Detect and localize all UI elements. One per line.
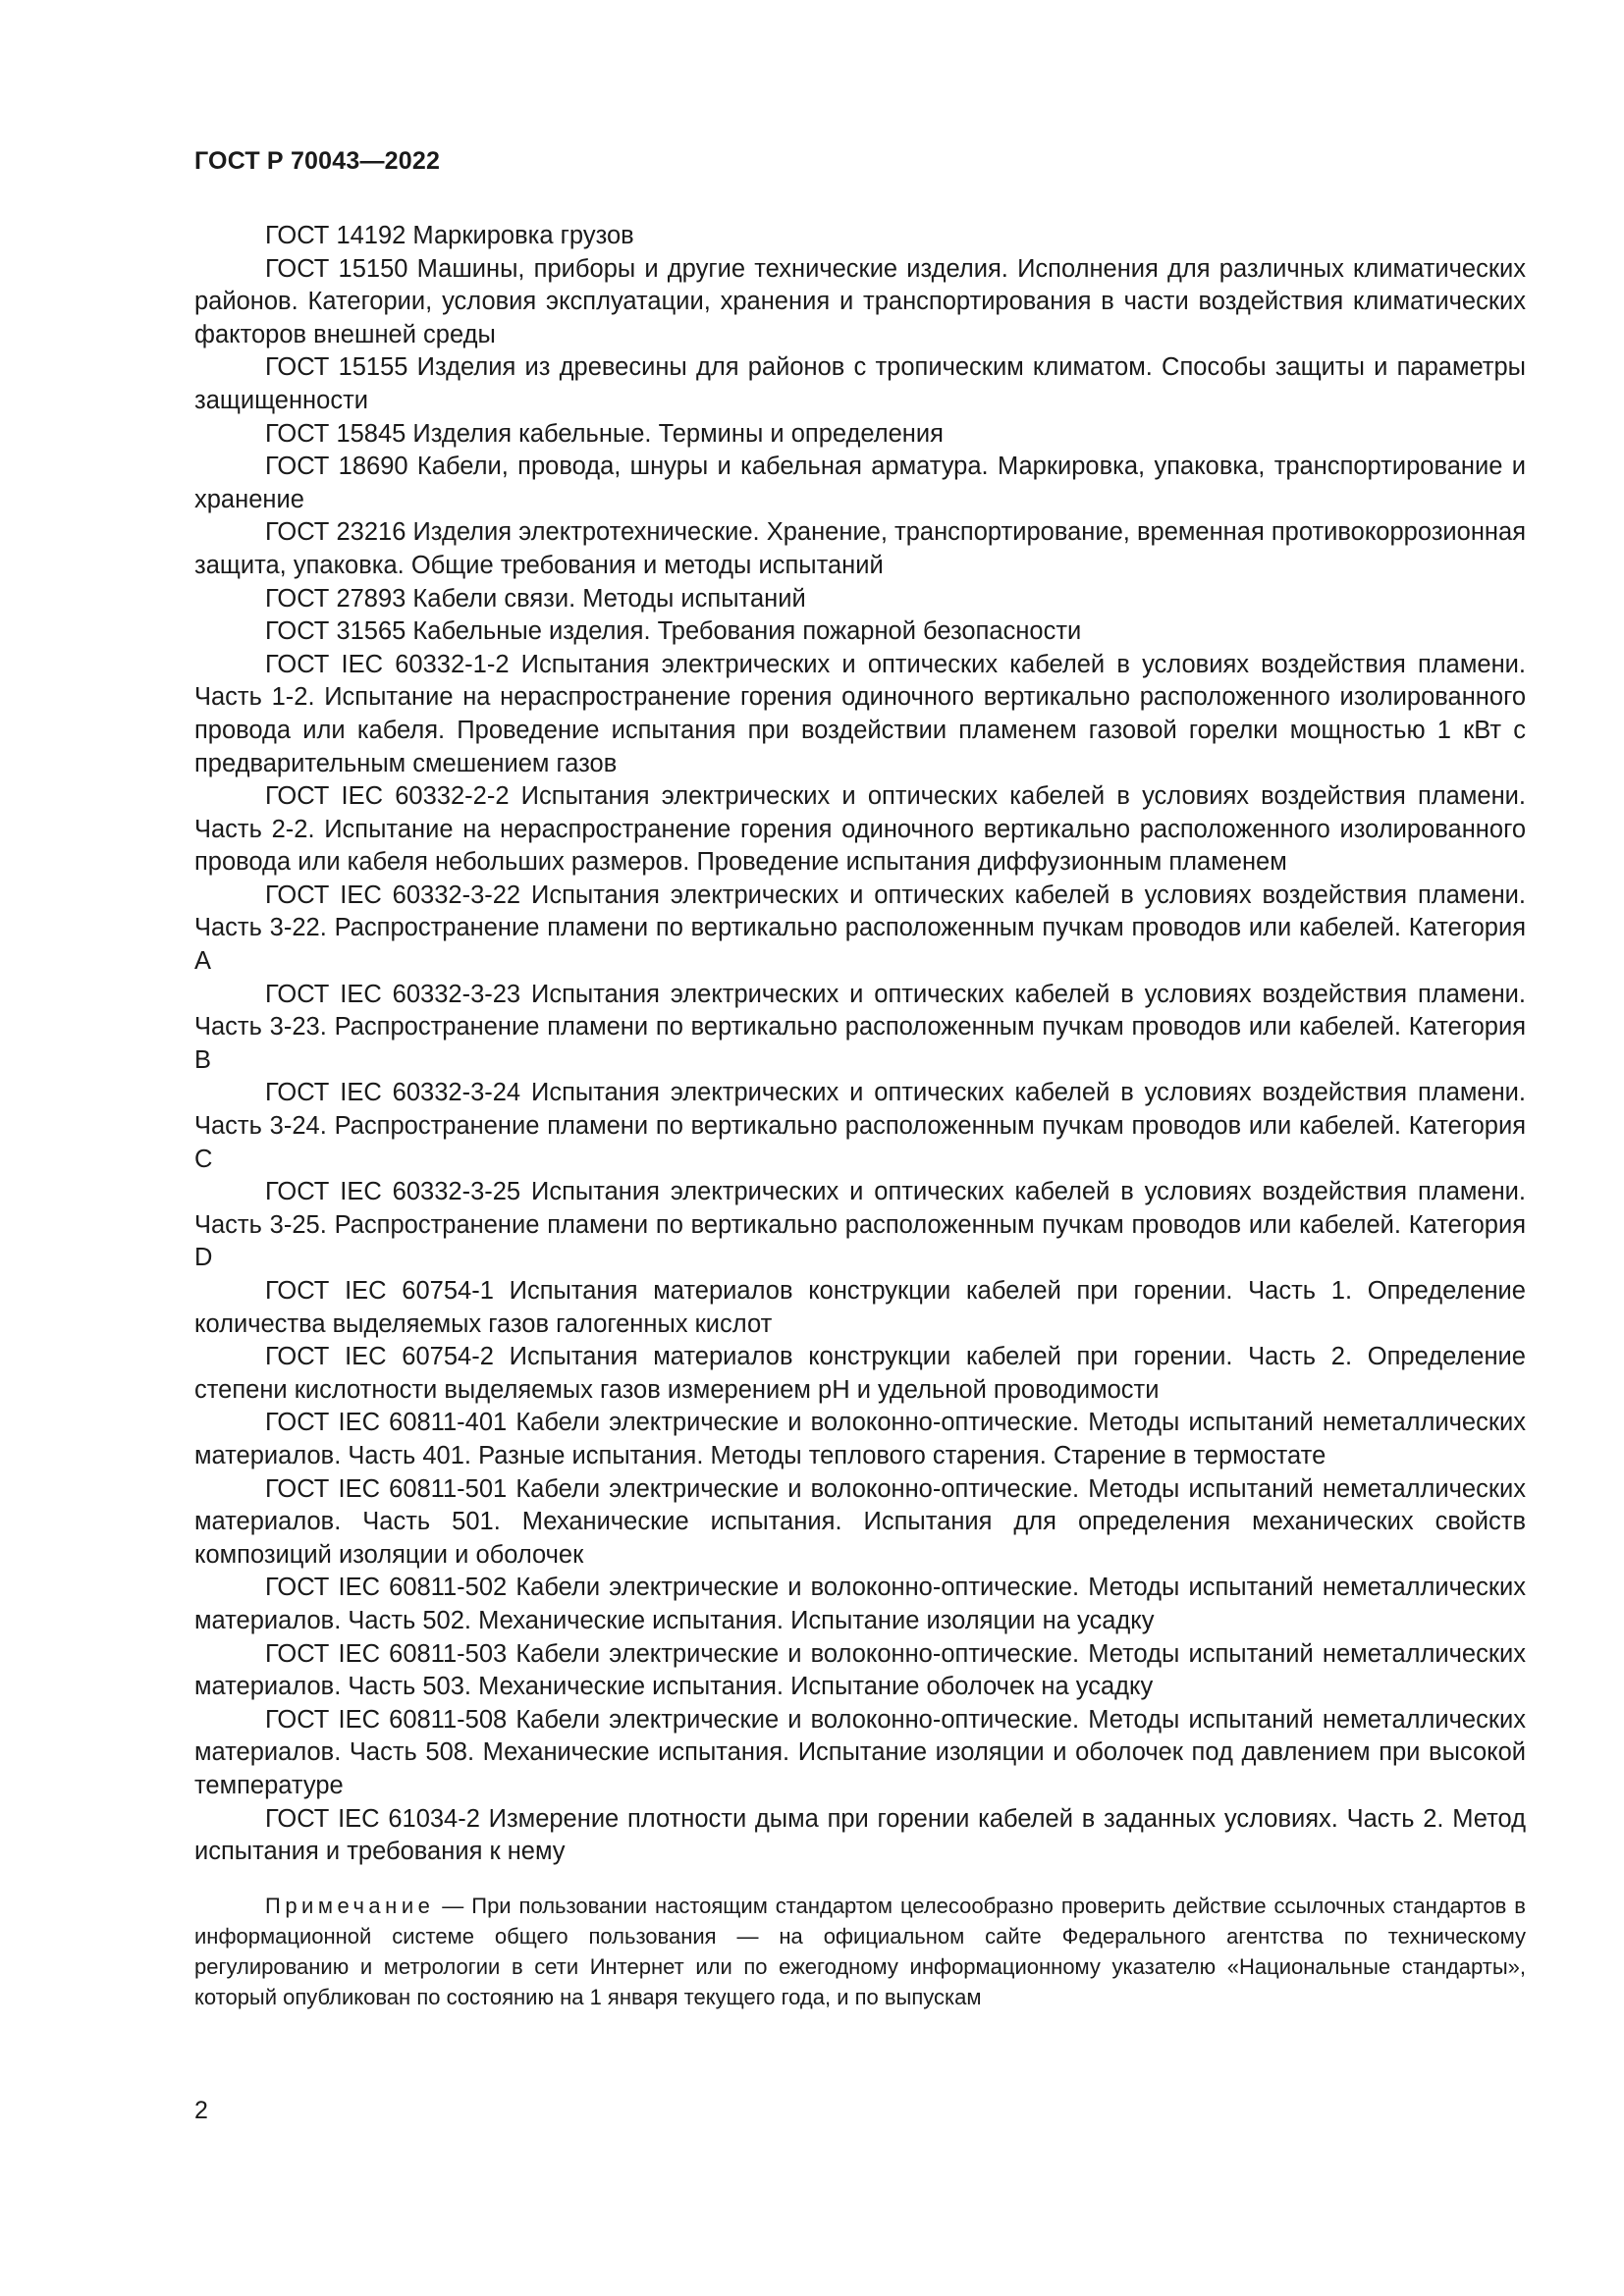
reference-item: ГОСТ IEC 60811-501 Кабели электрические и волоконно-оптические. Методы испытаний неметаллических материалов. Часть 501. Механические испытания. Испытания для определения механических свойств композиций изоляции и оболочек xyxy=(194,1474,1526,1569)
reference-item: ГОСТ IEC 61034-2 Измерение плотности дыма при горении кабелей в заданных условиях. Часть 2. Метод испытания и требования к нему xyxy=(194,1804,1526,1866)
reference-item: ГОСТ 14192 Маркировка грузов xyxy=(265,222,634,249)
note-text: — При пользовании настоящим стандартом целесообразно проверить действие ссылочных стандартов в информационной системе общего пользования — на официальном сайте Федерального агентства по техническому регулированию и метрологии в сети Интернет или по ежегодному информационному указателю «Национальные стандарты», который опубликован по состоянию на 1 января текущего года, и по выпускам xyxy=(194,1893,1526,2009)
reference-item: ГОСТ 15845 Изделия кабельные. Термины и определения xyxy=(265,419,944,448)
page-number: 2 xyxy=(194,2097,208,2124)
document-header: ГОСТ Р 70043—2022 xyxy=(194,147,441,175)
note-paragraph xyxy=(194,1891,1526,2012)
reference-item: ГОСТ IEC 60332-2-2 Испытания электрических и оптических кабелей в условиях воздействия пламени. Часть 2-2. Испытание на нераспространение горения одиночного вертикально расположенного изолированного провода или кабеля небольших размеров. Проведение испытания диффузионным пламенем xyxy=(194,782,1526,877)
reference-item: ГОСТ IEC 60811-508 Кабели электрические и волоконно-оптические. Методы испытаний неметаллических материалов. Часть 508. Механические испытания. Испытание изоляции и оболочек под давлением при высокой температуре xyxy=(194,1705,1526,1799)
note-label: Примечание xyxy=(265,1893,435,1918)
reference-item: ГОСТ IEC 60332-3-24 Испытания электрических и оптических кабелей в условиях воздействия пламени. Часть 3-24. Распространение пламени по вертикально расположенным пучкам проводов или кабелей. Категория С xyxy=(194,1079,1526,1173)
reference-item: ГОСТ IEC 60754-1 Испытания материалов конструкции кабелей при горении. Часть 1. Определение количества выделяемых газов галогенных кислот xyxy=(194,1277,1526,1338)
reference-item: ГОСТ IEC 60754-2 Испытания материалов конструкции кабелей при горении. Часть 2. Определение степени кислотности выделяемых газов измерением pH и удельной проводимости xyxy=(194,1343,1526,1404)
reference-item: ГОСТ 23216 Изделия электротехнические. Хранение, транспортирование, временная противокоррозионная защита, упаковка. Общие требования и методы испытаний xyxy=(194,518,1526,579)
reference-item: ГОСТ IEC 60332-3-22 Испытания электрических и оптических кабелей в условиях воздействия пламени. Часть 3-22. Распространение пламени по вертикально расположенным пучкам проводов или кабелей. Категория А xyxy=(194,881,1526,976)
reference-item: ГОСТ 18690 Кабели, провода, шнуры и кабельная арматура. Маркировка, упаковка, транспортирование и хранение xyxy=(194,453,1526,513)
reference-item: ГОСТ IEC 60811-502 Кабели электрические и волоконно-оптические. Методы испытаний неметаллических материалов. Часть 502. Механические испытания. Испытание изоляции на усадку xyxy=(194,1574,1526,1634)
reference-item: ГОСТ IEC 60811-401 Кабели электрические и волоконно-оптические. Методы испытаний неметаллических материалов. Часть 401. Разные испытания. Методы теплового старения. Старение в термостате xyxy=(194,1409,1526,1469)
reference-item: ГОСТ 31565 Кабельные изделия. Требования пожарной безопасности xyxy=(265,617,1082,646)
reference-item: ГОСТ IEC 60332-3-23 Испытания электрических и оптических кабелей в условиях воздействия пламени. Часть 3-23. Распространение пламени по вертикально расположенным пучкам проводов или кабелей. Категория В xyxy=(194,980,1526,1074)
reference-item: ГОСТ IEC 60332-3-25 Испытания электрических и оптических кабелей в условиях воздействия пламени. Часть 3-25. Распространение пламени по вертикально расположенным пучкам проводов или кабелей. Категория D xyxy=(194,1178,1526,1272)
normative-references xyxy=(194,220,1526,2012)
reference-item: ГОСТ 27893 Кабели связи. Методы испытаний xyxy=(265,584,806,613)
reference-item: ГОСТ IEC 60332-1-2 Испытания электрических и оптических кабелей в условиях воздействия пламени. Часть 1-2. Испытание на нераспространение горения одиночного вертикально расположенного изолированного провода или кабеля. Проведение испытания при воздействии пламенем газовой горелки мощностью 1 кВт с предварительным смешением газов xyxy=(194,650,1526,777)
reference-item: ГОСТ 15150 Машины, приборы и другие технические изделия. Исполнения для различных климатических районов. Категории, условия эксплуатации, хранения и транспортирования в части воздействия климатических факторов внешней среды xyxy=(194,254,1526,348)
reference-item: ГОСТ 15155 Изделия из древесины для районов с тропическим климатом. Способы защиты и параметры защищенности xyxy=(194,353,1526,414)
reference-item: ГОСТ IEC 60811-503 Кабели электрические и волоконно-оптические. Методы испытаний неметаллических материалов. Часть 503. Механические испытания. Испытание оболочек на усадку xyxy=(194,1639,1526,1701)
